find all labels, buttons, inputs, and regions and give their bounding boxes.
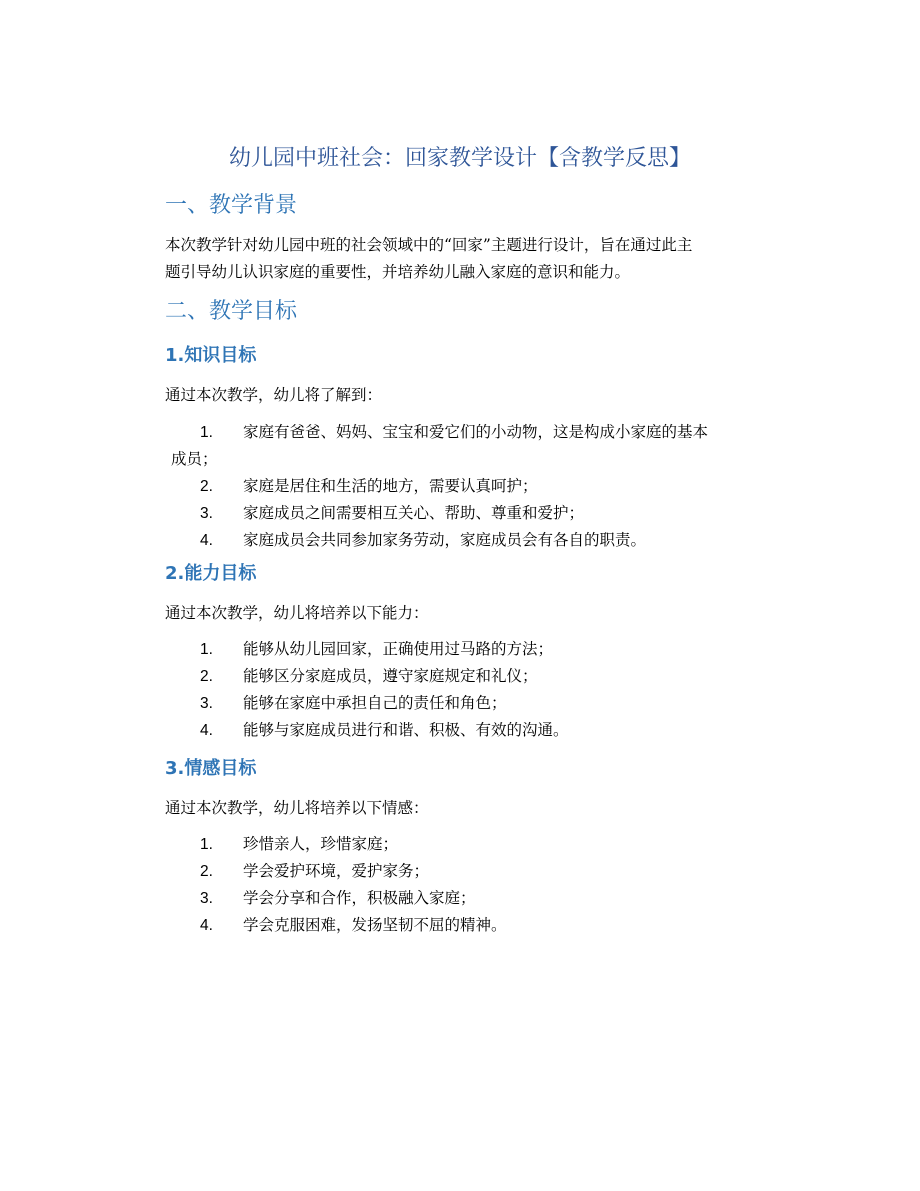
list-item-text: 学会克服困难，发扬坚韧不屈的精神。: [243, 916, 507, 934]
background-paragraph-line-1: 本次教学针对幼儿园中班的社会领域中的“回家”主题进行设计，旨在通过此主: [165, 236, 693, 254]
list-item-text: 家庭成员之间需要相互关心、帮助、尊重和爱护；: [243, 504, 585, 522]
knowledge-intro: 通过本次教学，幼儿将了解到：: [165, 386, 383, 404]
list-item: [165, 717, 795, 744]
list-item-number: 2.: [200, 863, 213, 880]
list-item: [165, 831, 795, 858]
list-item-number: 2.: [200, 478, 213, 495]
list-item: [165, 912, 795, 939]
ability-intro: 通过本次教学，幼儿将培养以下能力：: [165, 604, 429, 622]
document-title: 幼儿园中班社会：回家教学设计【含教学反思】: [228, 146, 691, 171]
list-item-text: 学会爱护环境，爱护家务；: [243, 862, 430, 880]
list-item-number: 4.: [200, 722, 213, 739]
list-item: [165, 500, 795, 527]
list-item-number: 4.: [200, 532, 213, 549]
subheading-ability: 2.能力目标: [165, 563, 257, 584]
section-heading-objectives: 二、教学目标: [165, 299, 298, 324]
background-paragraph-line-2: 题引导幼儿认识家庭的重要性，并培养幼儿融入家庭的意识和能力。: [165, 263, 631, 281]
list-item-text: 家庭是居住和生活的地方，需要认真呵护；: [243, 477, 538, 495]
list-item-number: 4.: [200, 917, 213, 934]
list-item: [165, 885, 795, 912]
section-heading-background: 一、教学背景: [165, 193, 298, 218]
ability-list: [165, 636, 795, 744]
list-item-text: 家庭有爸爸、妈妈、宝宝和爱它们的小动物，这是构成小家庭的基本: [243, 423, 709, 441]
list-item: [165, 858, 795, 885]
emotion-intro: 通过本次教学，幼儿将培养以下情感：: [165, 799, 429, 817]
knowledge-list: [165, 419, 795, 554]
list-item: [165, 690, 795, 717]
list-item: [165, 527, 795, 554]
list-item: [165, 663, 795, 690]
subheading-emotion: 3.情感目标: [165, 758, 257, 779]
list-item: [165, 419, 795, 446]
list-item-text: 能够区分家庭成员，遵守家庭规定和礼仪；: [243, 667, 538, 685]
list-item-number: 1.: [200, 424, 213, 441]
list-item-number: 3.: [200, 890, 213, 907]
list-item-text: 珍惜亲人，珍惜家庭；: [243, 835, 399, 853]
background-paragraph: [165, 232, 790, 286]
list-item-text: 家庭成员会共同参加家务劳动，家庭成员会有各自的职责。: [243, 531, 647, 549]
list-item-text: 学会分享和合作，积极融入家庭；: [243, 889, 476, 907]
list-item-continuation: [165, 446, 795, 473]
list-item-number: 1.: [200, 641, 213, 658]
list-item-number: 1.: [200, 836, 213, 853]
list-item-number: 3.: [200, 505, 213, 522]
list-item-text: 能够从幼儿园回家，正确使用过马路的方法；: [243, 640, 554, 658]
list-item-text: 能够在家庭中承担自己的责任和角色；: [243, 694, 507, 712]
list-item-number: 2.: [200, 668, 213, 685]
list-item-number: 3.: [200, 695, 213, 712]
list-item-text-continued: 成员；: [171, 450, 218, 468]
subheading-knowledge: 1.知识目标: [165, 345, 257, 366]
emotion-list: [165, 831, 795, 939]
list-item-text: 能够与家庭成员进行和谐、积极、有效的沟通。: [243, 721, 569, 739]
list-item: [165, 636, 795, 663]
list-item: [165, 473, 795, 500]
